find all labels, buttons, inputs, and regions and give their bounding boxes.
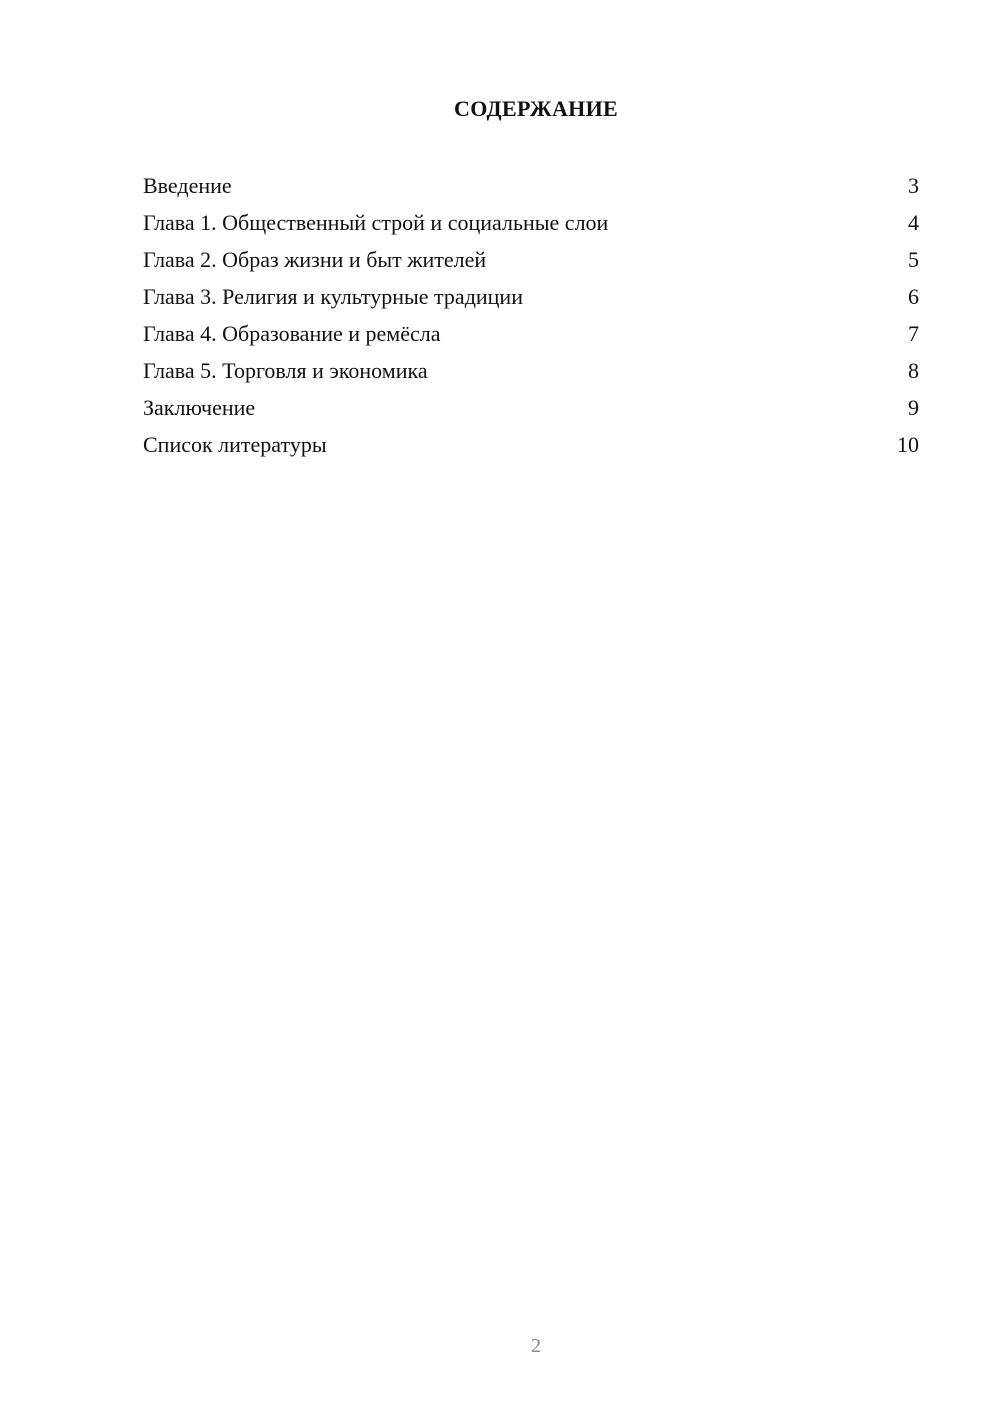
toc-entry-page: 9	[908, 395, 919, 420]
toc-entry-chapter-4	[143, 315, 919, 352]
toc-entry-bibliography	[143, 426, 919, 463]
toc-entry-chapter-1	[143, 204, 919, 241]
toc-entry-label: Заключение	[143, 395, 256, 420]
toc-entry-label: Глава 5. Торговля и экономика	[143, 358, 428, 383]
toc-entry-page: 4	[908, 210, 919, 235]
toc-entry-label: Глава 4. Образование и ремёсла	[143, 321, 441, 346]
toc-entry-chapter-3	[143, 278, 919, 315]
toc-entry-page: 6	[908, 284, 919, 309]
toc-entry-label: Глава 1. Общественный строй и социальные слои	[143, 210, 609, 235]
toc-entry-label: Глава 3. Религия и культурные традиции	[143, 284, 523, 309]
toc-entry-page: 10	[897, 432, 919, 457]
page-number: 2	[531, 1335, 541, 1357]
toc-entry-chapter-2	[143, 241, 919, 278]
toc-entry-label: Введение	[143, 173, 232, 198]
toc-entry-page: 8	[908, 358, 919, 383]
toc-entry-introduction	[143, 167, 919, 204]
toc-entry-label: Список литературы	[143, 432, 327, 457]
toc-title: СОДЕРЖАНИЕ	[454, 96, 618, 121]
toc-entry-page: 3	[908, 173, 919, 198]
toc-entry-chapter-5	[143, 352, 919, 389]
toc-entry-page: 5	[908, 247, 919, 272]
table-of-contents	[143, 167, 919, 463]
toc-entry-conclusion	[143, 389, 919, 426]
toc-entry-page: 7	[908, 321, 919, 346]
toc-entry-label: Глава 2. Образ жизни и быт жителей	[143, 247, 487, 272]
